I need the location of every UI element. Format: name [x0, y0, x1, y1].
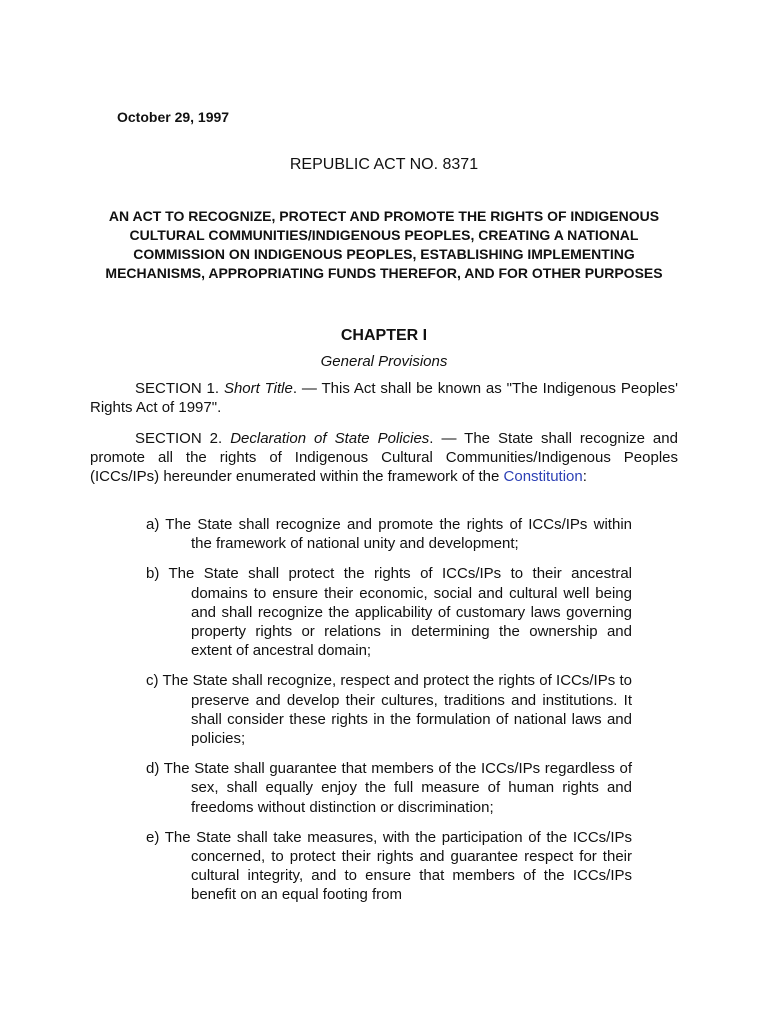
section-2-label: SECTION 2. [135, 430, 223, 447]
section-1-text: . — This Act shall be known as "The Indigenous Peoples' Rights Act of 1997". [90, 380, 678, 416]
list-item: b) The State shall protect the rights of ICCs/IPs to their ancestral domains to ensure their economic, social and cultural well being and shall recognize the applicability of customary laws governing property rights or relations in determining the ownership and extent of ancestral domain; [146, 565, 632, 660]
document-date: October 29, 1997 [117, 109, 230, 125]
act-title: AN ACT TO RECOGNIZE, PROTECT AND PROMOTE THE RIGHTS OF INDIGENOUS CULTURAL COMMUNITIES/INDIGENOUS PEOPLES, CREATING A NATIONAL COMMISSION ON INDIGENOUS PEOPLES, ESTABLISHING IMPLEMENTING MECHANISMS, APPROPRIATING FUNDS THEREFOR, AND FOR OTHER PURPOSES [105, 208, 663, 281]
section-1-label: SECTION 1. [135, 380, 220, 397]
constitution-link[interactable]: Constitution [503, 468, 583, 485]
section-2-heading: Declaration of State Policies [230, 430, 430, 447]
list-item: c) The State shall recognize, respect and protect the rights of ICCs/IPs to preserve and develop their cultures, traditions and institutions. It shall consider these rights in the formulation of national laws and policies; [146, 672, 632, 748]
section-2 [90, 429, 678, 486]
section-2-text: . — The State shall recognize and promote all the rights of Indigenous Cultural Communities/Indigenous Peoples (ICCs/IPs) hereunder enumerated within the framework of the [90, 430, 678, 485]
section-1 [90, 379, 678, 417]
chapter-subtitle: General Provisions [320, 353, 448, 370]
list-item: e) The State shall take measures, with the participation of the ICCs/IPs concerned, to protect their rights and guarantee respect for their cultural integrity, and to ensure that members of the ICCs/IPs benefit on an equal footing from [146, 828, 632, 904]
section-2-end: : [582, 468, 587, 485]
list-item: a) The State shall recognize and promote the rights of ICCs/IPs within the framework of national unity and development; [146, 516, 632, 553]
section-1-heading: Short Title [223, 380, 293, 397]
republic-act-title: REPUBLIC ACT NO. 8371 [289, 156, 479, 173]
state-policies-list [146, 515, 632, 905]
chapter-title: CHAPTER I [340, 327, 428, 344]
list-item: d) The State shall guarantee that members of the ICCs/IPs regardless of sex, shall equally enjoy the full measure of human rights and freedoms without distinction or discrimination; [146, 760, 632, 816]
